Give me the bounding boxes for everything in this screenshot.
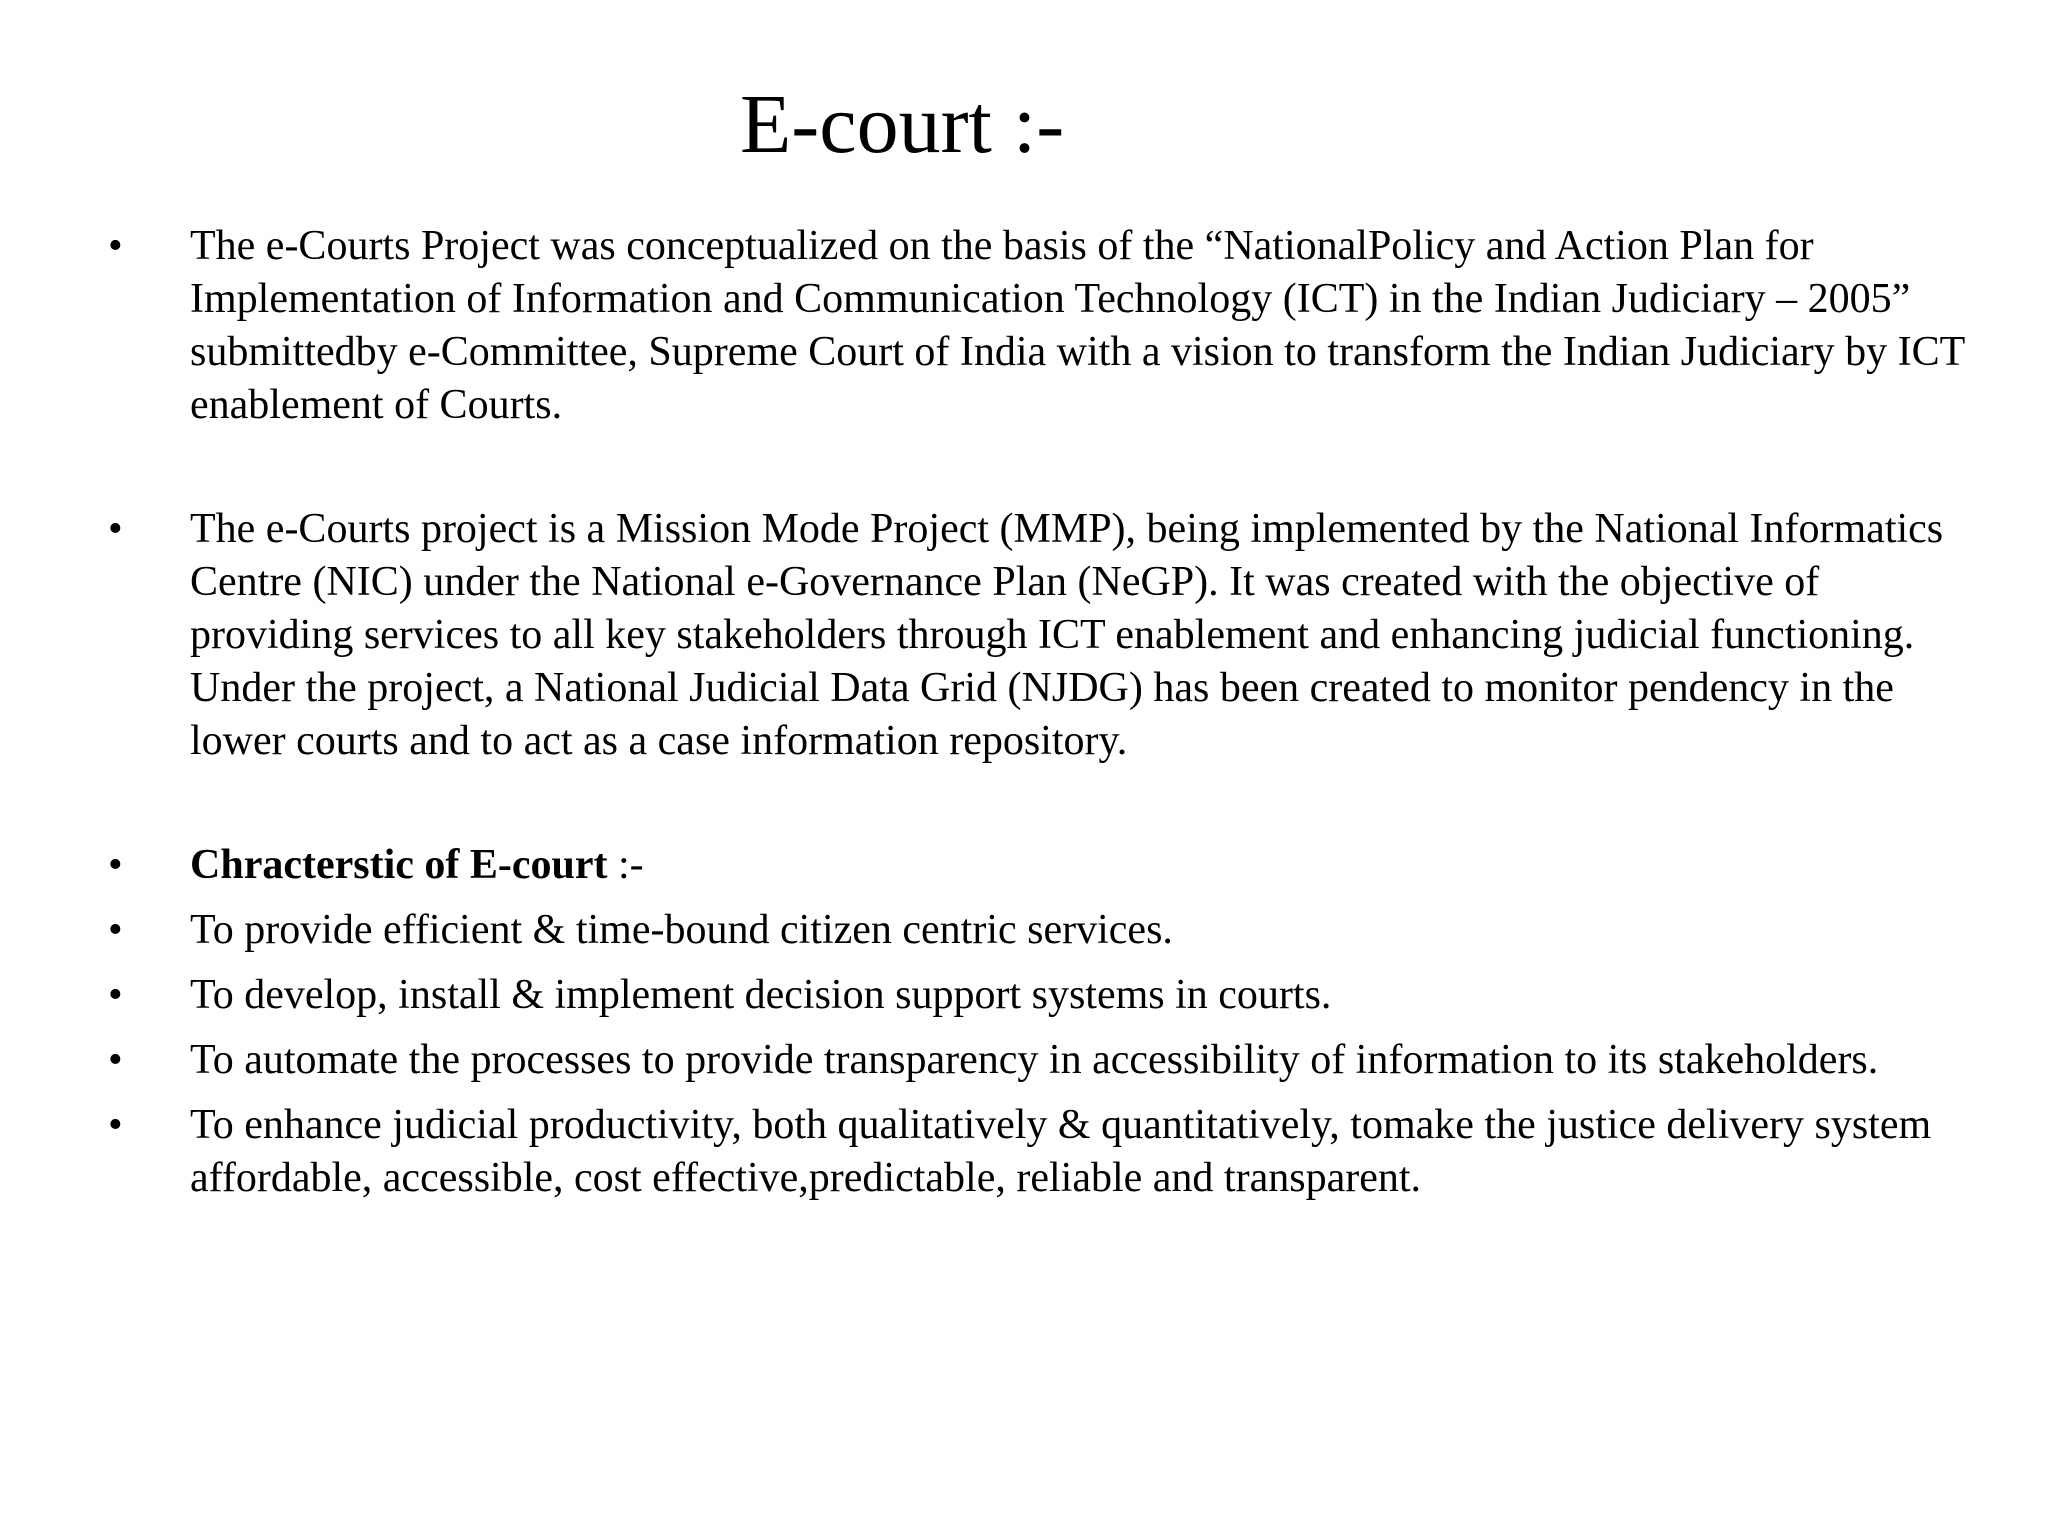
paragraph-text: The e-Courts project is a Mission Mode Project (MMP), being implemented by the National Informatics Centre (NIC) under the National e-Governance Plan (NeGP). It was created with the objective of providing services to all key stakeholders through ICT enablement and enhancing judicial functioning. Under the project, a National Judicial Data Grid (NJDG) has been created to monitor pendency in the lower courts and to act as a case information repository. bbox=[190, 506, 1944, 764]
section-heading: Chracterstic of E-court bbox=[190, 842, 608, 888]
characteristic-text: To enhance judicial productivity, both qualitatively & quantitatively, tomake the justice delivery system affordable, accessible, cost effective,predictable, reliable and transparent. bbox=[190, 1102, 1932, 1201]
characteristic-text: To develop, install & implement decision support systems in courts. bbox=[190, 972, 1332, 1018]
section-heading-suffix: :- bbox=[607, 842, 644, 888]
slide-title: E-court :- bbox=[740, 78, 1065, 171]
bullet-icon: • bbox=[108, 1037, 123, 1083]
characteristic-text: To provide efficient & time-bound citizen centric services. bbox=[190, 907, 1173, 953]
bullet-icon: • bbox=[108, 907, 123, 953]
bullet-icon: • bbox=[108, 842, 123, 888]
characteristic-text: To automate the processes to provide transparency in accessibility of information to its stakeholders. bbox=[190, 1037, 1879, 1083]
list-item bbox=[108, 904, 1988, 957]
bullet-list bbox=[108, 220, 1988, 1205]
list-item bbox=[108, 969, 1988, 1022]
list-item bbox=[108, 1034, 1988, 1087]
bullet-icon: • bbox=[108, 1102, 123, 1148]
bullet-icon: • bbox=[108, 506, 123, 552]
list-item bbox=[108, 1099, 1988, 1205]
list-item bbox=[108, 220, 1988, 432]
bullet-icon: • bbox=[108, 223, 123, 269]
list-item bbox=[108, 503, 1988, 768]
paragraph-text: The e-Courts Project was conceptualized on the basis of the “NationalPolicy and Action Plan for Implementation of Information and Communication Technology (ICT) in the Indian Judiciary – 2005” submittedby e-Committee, Supreme Court of India with a vision to transform the Indian Judiciary by ICT enablement of Courts. bbox=[190, 223, 1965, 428]
bullet-icon: • bbox=[108, 972, 123, 1018]
list-item bbox=[108, 839, 1988, 892]
